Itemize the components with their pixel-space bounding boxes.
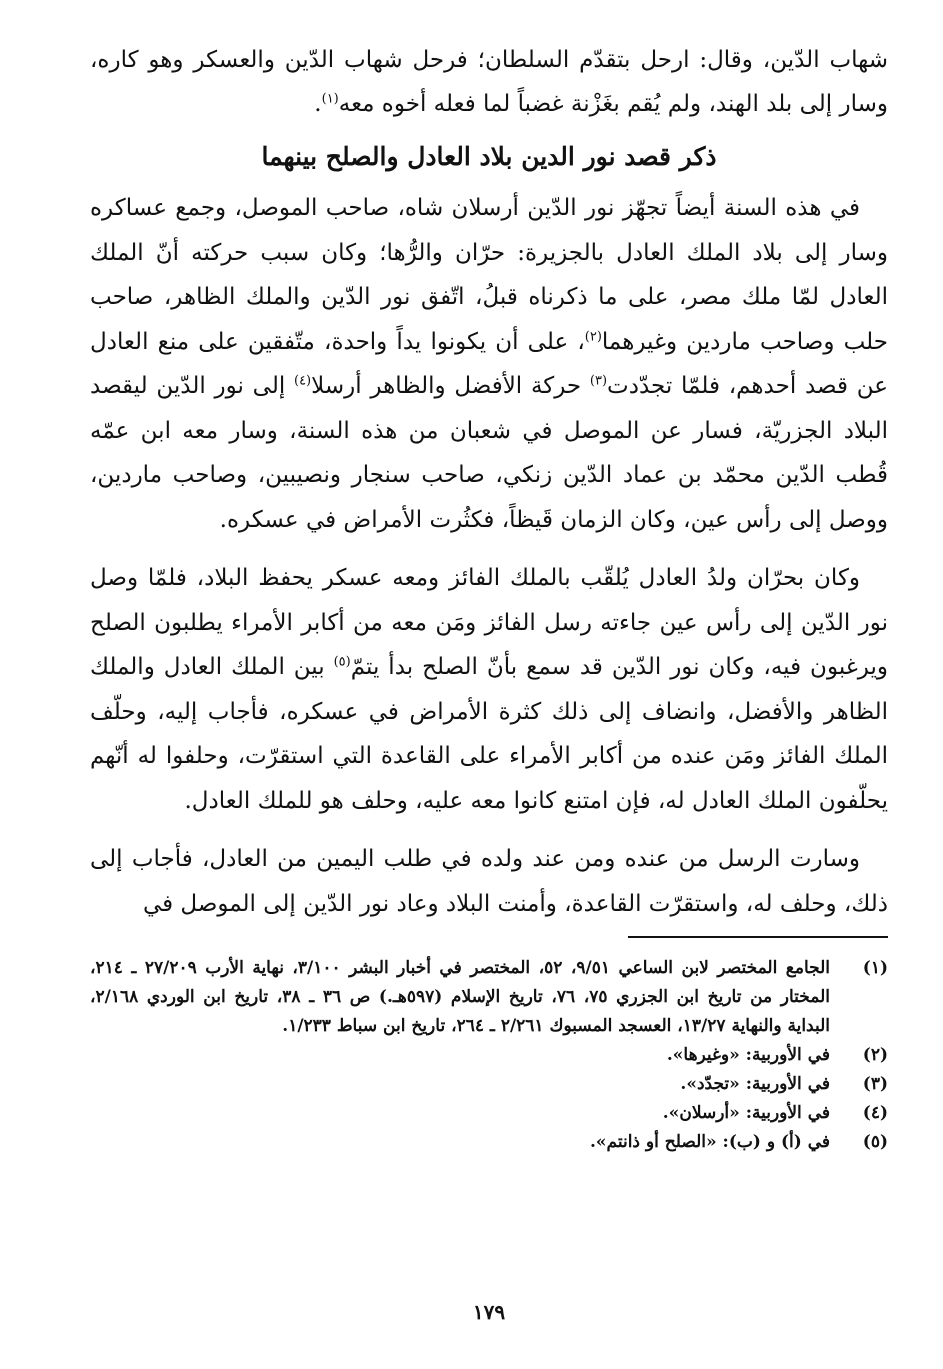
footnote-divider <box>628 936 888 938</box>
footnote-item <box>90 954 888 1041</box>
footnote-item <box>90 1070 888 1099</box>
paragraph-1-part-c: حركة الأفضل والظاهر أرسلا <box>311 373 590 399</box>
page-number: ١٧٩ <box>472 1300 506 1324</box>
footnote-number: (٣) <box>862 1074 888 1094</box>
footnotes-section <box>90 954 888 1157</box>
footnote-text: في الأوربية: «تجدّد». <box>680 1074 830 1094</box>
footnote-item <box>90 1041 888 1070</box>
body-paragraph-3: وسارت الرسل من عنده ومن عند ولده في طلب اليمين من العادل، فأجاب إلى ذلك، وحلف له، واستقرّت القاعدة، وأمنت البلاد وعاد نور الدّين إلى الموصل في <box>90 846 888 917</box>
book-page <box>90 38 888 1369</box>
footnote-item <box>90 1099 888 1128</box>
paragraph-1-part-d: إلى نور الدّين ليقصد البلاد الجزريّة، فسار عن الموصل في شعبان من هذه السنة، وسار معه ابن عمّه قُطب الدّين محمّد بن عماد الدّين زنكي، صاحب سنجار ونصيبين، وصاحب ماردين، ووصل إلى رأس عين، وكان الزمان قَيظاً، فكثُرت الأمراض في عسكره. <box>90 373 888 533</box>
paragraph-1-part-a: في هذه السنة أيضاً تجهّز نور الدّين أرسلان شاه، صاحب الموصل، وجمع عساكره وسار إلى بلاد الملك العادل بالجزيرة: حرّان والرُّها؛ وكان سبب حركته أنّ الملك العادل لمّا ملك مصر، على ما ذكرناه قبلُ، اتّفق نور الدّين والملك الظاهر، صاحب حلب وصاحب ماردين وغيرهما <box>90 195 888 355</box>
footnote-ref-1: (١) <box>321 91 339 107</box>
footnote-text: في (أ) و (ب): «الصلح أو ذانتم». <box>589 1132 830 1152</box>
footnote-number: (٢) <box>862 1045 888 1065</box>
paragraph-1-part-b: ، على أن يكونوا يداً واحدة، متّفقين على منع العادل عن قصد أحدهم، فلمّا تجدّدت <box>90 328 888 399</box>
footnote-number: (٥) <box>862 1132 888 1152</box>
footnote-text: في الأوربية: «أرسلان». <box>662 1103 830 1123</box>
footnote-ref-5: (٥) <box>333 654 351 670</box>
section-heading: ذكر قصد نور الدين بلاد العادل والصلح بينهما <box>261 142 717 171</box>
intro-paragraph: شهاب الدّين، وقال: ارحل بتقدّم السلطان؛ فرحل شهاب الدّين والعسكر وهو كاره، وسار إلى بلد الهند، ولم يُقم بغَزْنة غضباً لما فعله أخوه معه$^{(١)}$. <box>90 47 888 117</box>
footnote-ref-3: (٣) <box>589 373 608 389</box>
body-paragraph-2 <box>90 556 888 823</box>
footnote-ref-2: (٢) <box>584 328 602 344</box>
footnote-number: (١) <box>862 958 888 978</box>
footnote-text: في الأوربية: «وغيرها». <box>666 1045 830 1065</box>
paragraph-2-part-a: وكان بحرّان ولدُ العادل يُلقّب بالملك الفائز ومعه عسكر يحفظ البلاد، فلمّا وصل نور الدّين إلى رأس عين جاءته رسل الفائز ومَن معه من أكابر الأمراء يطلبون الصلح ويرغبون فيه، وكان نور الدّين قد سمع بأنّ الصلح بدأ يتمّ <box>90 565 888 680</box>
footnote-number: (٤) <box>862 1103 888 1123</box>
footnote-text: الجامع المختصر لابن الساعي ٩/٥١، ٥٢، المختصر في أخبار البشر ٣/١٠٠، نهاية الأرب ٢٧/٢٠٩ ـ ٢١٤، المختار من تاريخ ابن الجزري ٧٥، ٧٦، تاريخ الإسلام (٥٩٧هـ.) ص ٣٦ ـ ٣٨، تاريخ ابن الوردي ٢/١٦٨، البداية والنهاية ١٣/٢٧، العسجد المسبوك ٢/٢٦١ ـ ٢٦٤، تاريخ ابن سباط ١/٢٣٣. <box>90 958 831 1036</box>
footnote-item <box>90 1128 888 1157</box>
paragraph-2-part-b: بين الملك العادل والملك الظاهر والأفضل، وانضاف إلى ذلك كثرة الأمراض في عسكره، فأجاب إليه، وحلّف الملك الفائز ومَن عنده من أكابر الأمراء على القاعدة التي استقرّت، وحلفوا له أنّهم يحلّفون الملك العادل له، فإن امتنع كانوا معه عليه، وحلف هو للملك العادل. <box>90 654 888 814</box>
intro-text: شهاب الدّين، وقال: ارحل بتقدّم السلطان؛ فرحل شهاب الدّين والعسكر وهو كاره، وسار إلى بلد الهند، ولم يُقم بغَزْنة غضباً لما فعله أخوه معه <box>90 47 888 117</box>
footnote-ref-4: (٤) <box>293 373 312 389</box>
body-paragraph-1 <box>90 186 888 542</box>
